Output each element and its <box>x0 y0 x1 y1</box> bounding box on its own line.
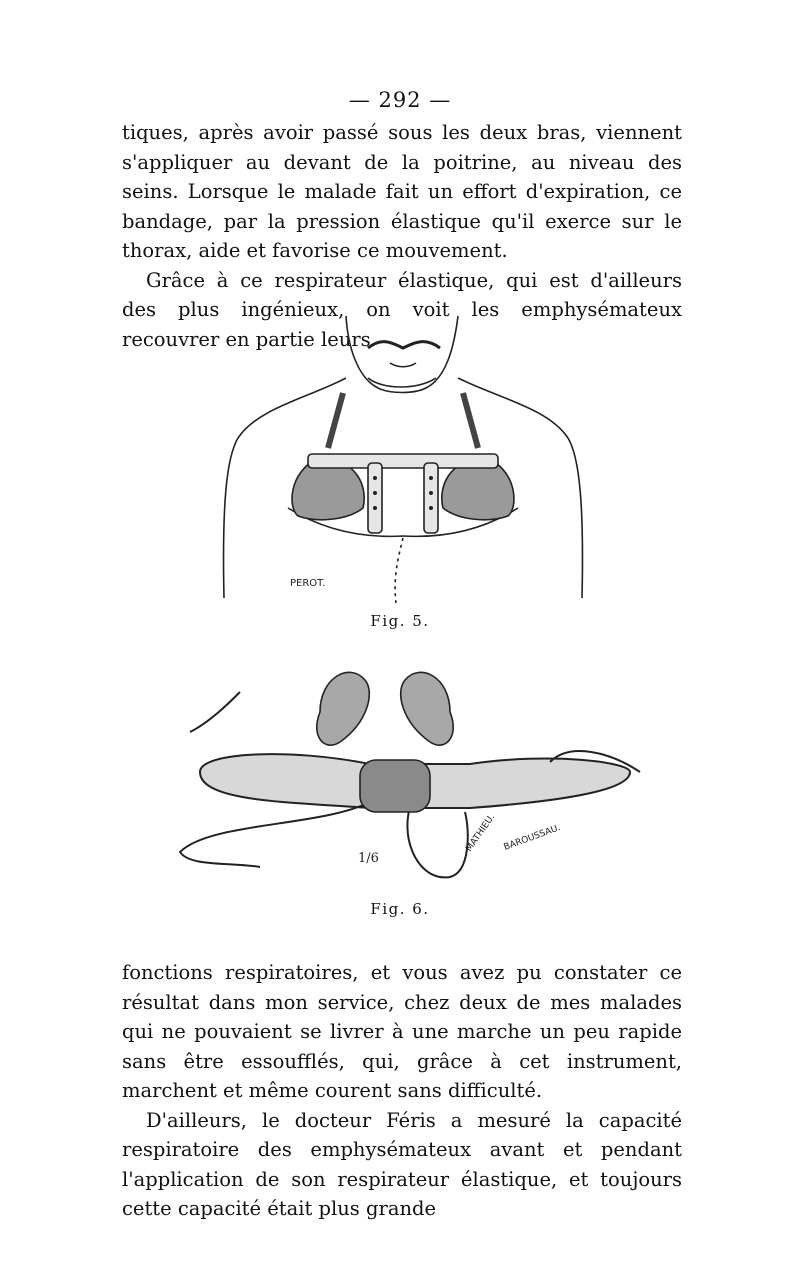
figure-5-engraving <box>218 308 588 608</box>
paragraph-fonctions: fonctions respiratoires, et vous avez pu constater ce résultat dans mon service, chez deux de mes malades qui ne pouvaient se livrer à une marche un peu rapide sans être essoufflés, qui, grâce à cet instrument, marchent et même courent sans difficulté. <box>122 961 682 1102</box>
text-block-bottom <box>122 958 682 1224</box>
figure-5-illustration <box>218 308 588 608</box>
figure-6-illustration <box>170 652 650 902</box>
paragraph-continuation: tiques, après avoir passé sous les deux bras, viennent s'appliquer au devant de la poitrine, au niveau des seins. Lorsque le malade fait un effort d'expiration, ce bandage, par la pression élastique qu'il exerce sur le thorax, aide et favorise ce mouvement. <box>122 121 682 262</box>
paragraph-feris: D'ailleurs, le docteur Féris a mesuré la capacité respiratoire des emphysémateux avant et pendant l'application de son respirateur élastique, et toujours cette capacité était plus grande <box>122 1108 682 1220</box>
figure-5-caption: Fig. 5. <box>370 612 430 630</box>
figure-6-engraver-2: BAROUSSAU. <box>502 823 562 853</box>
figure-6-caption: Fig. 6. <box>370 900 430 918</box>
figure-6-engraver: MATHIEU. <box>464 812 498 854</box>
figure-6-engraving <box>170 652 650 902</box>
figure-6-scale: 1/6 <box>358 851 379 866</box>
paragraph-respirateur: Grâce à ce respirateur élastique, qui est d'ailleurs des plus ingénieux, on voit les emphysémateux recouvrer en partie leurs <box>122 268 682 351</box>
page-number: — 292 — <box>348 88 452 112</box>
figure-5-signature: PEROT. <box>290 578 326 589</box>
